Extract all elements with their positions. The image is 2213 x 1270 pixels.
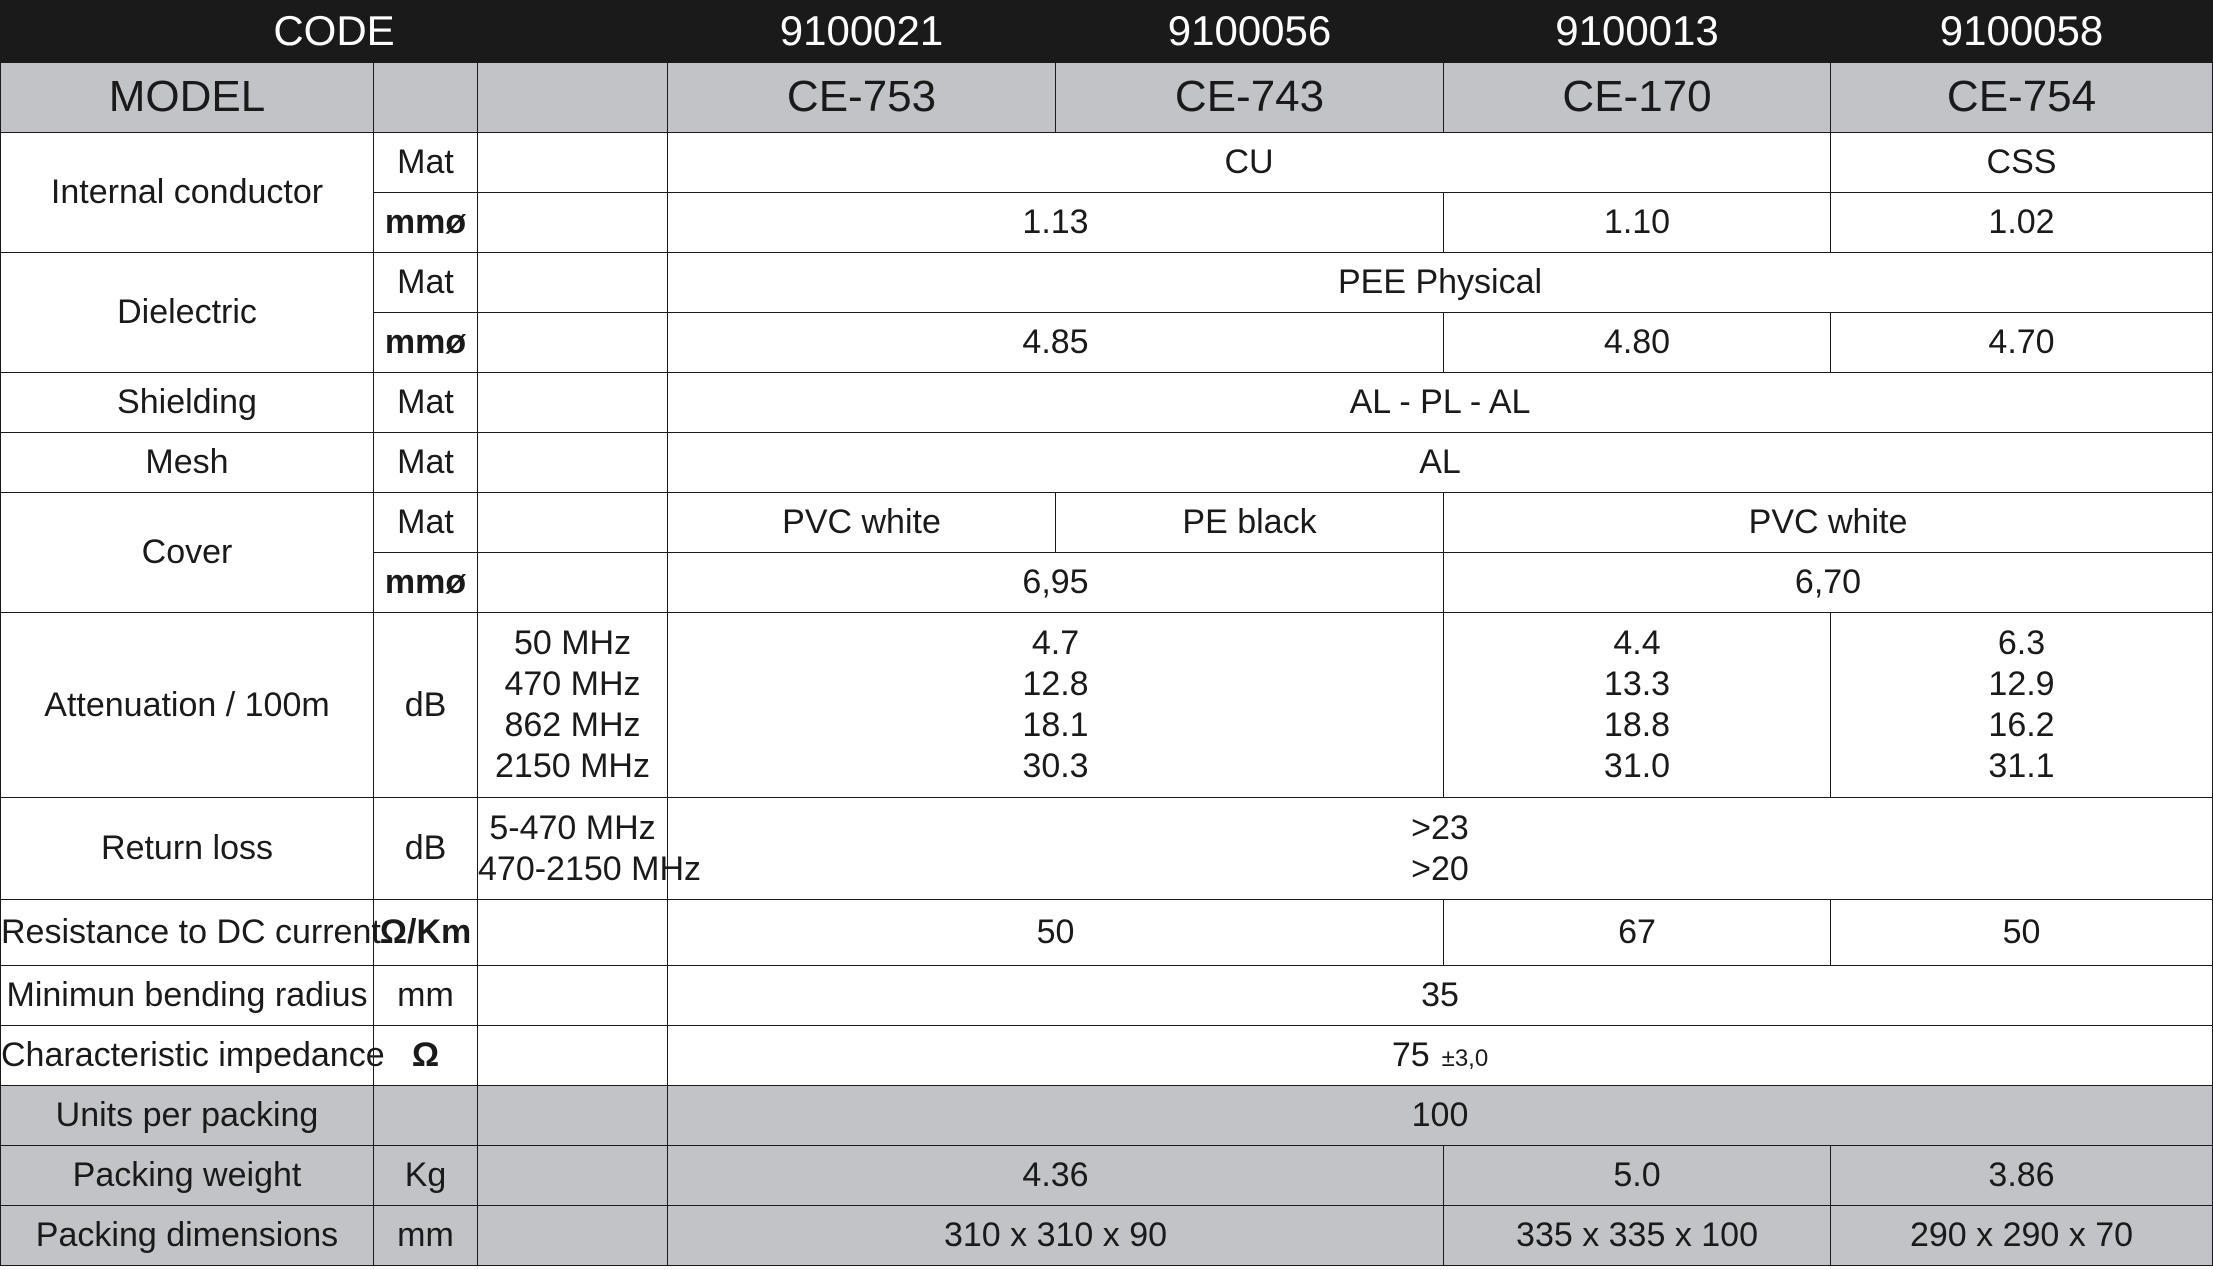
code-row — [1, 1, 2213, 63]
empty-cell — [374, 1086, 478, 1146]
value-line: 18.8 — [1603, 706, 1671, 744]
internal-conductor-mat-row — [1, 133, 2213, 193]
value-cell: 1.02 — [1831, 193, 2213, 253]
value-line: 12.9 — [1988, 665, 2055, 704]
model-label: MODEL — [1, 63, 374, 133]
impedance-value: 75 — [1391, 1036, 1430, 1075]
value-cell: 1.10 — [1444, 193, 1831, 253]
dielectric-mat-row — [1, 253, 2213, 313]
attenuation-row — [1, 613, 2213, 798]
empty-cell — [478, 493, 668, 553]
frequency-label: 2150 MHz — [495, 746, 650, 785]
frequency-label: 862 MHz — [504, 706, 641, 744]
value-list — [668, 613, 1444, 798]
value-cell: 67 — [1444, 900, 1831, 966]
unit-cell: Mat — [374, 493, 478, 553]
code-label: CODE — [1, 1, 668, 63]
unit-cell: mmø — [374, 553, 478, 613]
model-cell: CE-170 — [1444, 63, 1831, 133]
empty-cell — [478, 1146, 668, 1206]
value-line: 18.1 — [1022, 706, 1089, 744]
value-line: 12.8 — [1022, 665, 1089, 704]
value-line: >20 — [1411, 849, 1469, 888]
empty-cell — [478, 193, 668, 253]
value-line: 4.4 — [1613, 624, 1661, 663]
unit-cell: mmø — [374, 313, 478, 373]
value-cell: PVC white — [1444, 493, 2213, 553]
unit-cell: Ω/Km — [374, 900, 478, 966]
return-loss-row — [1, 798, 2213, 900]
shielding-label: Shielding — [1, 373, 374, 433]
value-cell: 100 — [668, 1086, 2213, 1146]
value-cell: 4.36 — [668, 1146, 1444, 1206]
frequency-label: 470 MHz — [504, 665, 641, 704]
empty-cell — [374, 63, 478, 133]
code-cell: 9100013 — [1444, 1, 1831, 63]
unit-cell: Mat — [374, 133, 478, 193]
unit-cell: Ω — [374, 1026, 478, 1086]
packing-weight-row — [1, 1146, 2213, 1206]
return-loss-label: Return loss — [1, 798, 374, 900]
value-cell: 4.85 — [668, 313, 1444, 373]
unit-cell: Mat — [374, 253, 478, 313]
empty-cell — [478, 133, 668, 193]
value-line: 31.1 — [1988, 746, 2055, 785]
packing-weight-label: Packing weight — [1, 1146, 374, 1206]
impedance-row — [1, 1026, 2213, 1086]
value-cell: 3.86 — [1831, 1146, 2213, 1206]
empty-cell — [478, 313, 668, 373]
value-cell: 335 x 335 x 100 — [1444, 1206, 1831, 1266]
code-cell: 9100058 — [1831, 1, 2213, 63]
cover-label: Cover — [1, 493, 374, 613]
packing-dimensions-label: Packing dimensions — [1, 1206, 374, 1266]
resistance-row — [1, 900, 2213, 966]
mesh-label: Mesh — [1, 433, 374, 493]
value-line: 31.0 — [1603, 746, 1671, 785]
value-cell: 50 — [668, 900, 1444, 966]
value-cell: CSS — [1831, 133, 2213, 193]
dielectric-label: Dielectric — [1, 253, 374, 373]
value-cell: PEE Physical — [668, 253, 2213, 313]
empty-cell — [478, 1026, 668, 1086]
unit-cell: mm — [374, 966, 478, 1026]
value-list — [1444, 613, 1831, 798]
model-row — [1, 63, 2213, 133]
value-cell: AL — [668, 433, 2213, 493]
value-line: 16.2 — [1988, 706, 2055, 744]
empty-cell — [478, 373, 668, 433]
value-cell: 4.80 — [1444, 313, 1831, 373]
units-packing-row — [1, 1086, 2213, 1146]
unit-cell: Mat — [374, 433, 478, 493]
code-cell: 9100056 — [1056, 1, 1444, 63]
impedance-label: Characteristic impedance — [1, 1026, 374, 1086]
resistance-label: Resistance to DC current — [1, 900, 374, 966]
value-cell: 310 x 310 x 90 — [668, 1206, 1444, 1266]
value-cell: 4.70 — [1831, 313, 2213, 373]
frequency-list — [478, 798, 702, 900]
model-cell: CE-743 — [1056, 63, 1444, 133]
unit-cell: dB — [374, 798, 478, 900]
cover-mat-row — [1, 493, 2213, 553]
frequency-label: 50 MHz — [513, 624, 632, 663]
code-cell: 9100021 — [668, 1, 1056, 63]
empty-cell — [478, 433, 668, 493]
unit-cell: Kg — [374, 1146, 478, 1206]
frequency-label: 5-470 MHz — [489, 808, 656, 847]
frequency-list — [478, 613, 668, 798]
value-line: 13.3 — [1603, 665, 1671, 704]
shielding-row — [1, 373, 2213, 433]
value-cell: 5.0 — [1444, 1146, 1831, 1206]
bending-row — [1, 966, 2213, 1026]
value-cell: AL - PL - AL — [668, 373, 2213, 433]
value-cell: 50 — [1831, 900, 2213, 966]
empty-cell — [478, 253, 668, 313]
value-list — [668, 798, 2213, 900]
value-list — [1831, 613, 2213, 798]
value-cell: 35 — [668, 966, 2213, 1026]
bending-label: Minimun bending radius — [1, 966, 374, 1026]
empty-cell — [478, 1086, 668, 1146]
empty-cell — [478, 63, 668, 133]
value-cell: PE black — [1056, 493, 1444, 553]
impedance-tolerance: ±3,0 — [1441, 1045, 1489, 1073]
value-cell — [668, 1026, 2213, 1086]
mesh-row — [1, 433, 2213, 493]
value-cell: 6,70 — [1444, 553, 2213, 613]
value-line: 4.7 — [1031, 624, 1080, 663]
model-cell: CE-754 — [1831, 63, 2213, 133]
frequency-label: 470-2150 MHz — [478, 849, 702, 888]
unit-cell: mmø — [374, 193, 478, 253]
empty-cell — [478, 1206, 668, 1266]
empty-cell — [478, 553, 668, 613]
empty-cell — [478, 966, 668, 1026]
model-cell: CE-753 — [668, 63, 1056, 133]
attenuation-label: Attenuation / 100m — [1, 613, 374, 798]
value-cell: 6,95 — [668, 553, 1444, 613]
value-line: 30.3 — [1022, 746, 1089, 785]
internal-conductor-label: Internal conductor — [1, 133, 374, 253]
packing-dimensions-row — [1, 1206, 2213, 1266]
unit-cell: mm — [374, 1206, 478, 1266]
unit-cell: Mat — [374, 373, 478, 433]
empty-cell — [478, 900, 668, 966]
value-line: >23 — [1411, 808, 1469, 847]
value-cell: CU — [668, 133, 1831, 193]
unit-cell: dB — [374, 613, 478, 798]
value-cell: PVC white — [668, 493, 1056, 553]
units-packing-label: Units per packing — [1, 1086, 374, 1146]
value-cell: 1.13 — [668, 193, 1444, 253]
value-line: 6.3 — [1997, 624, 2046, 663]
value-cell: 290 x 290 x 70 — [1831, 1206, 2213, 1266]
